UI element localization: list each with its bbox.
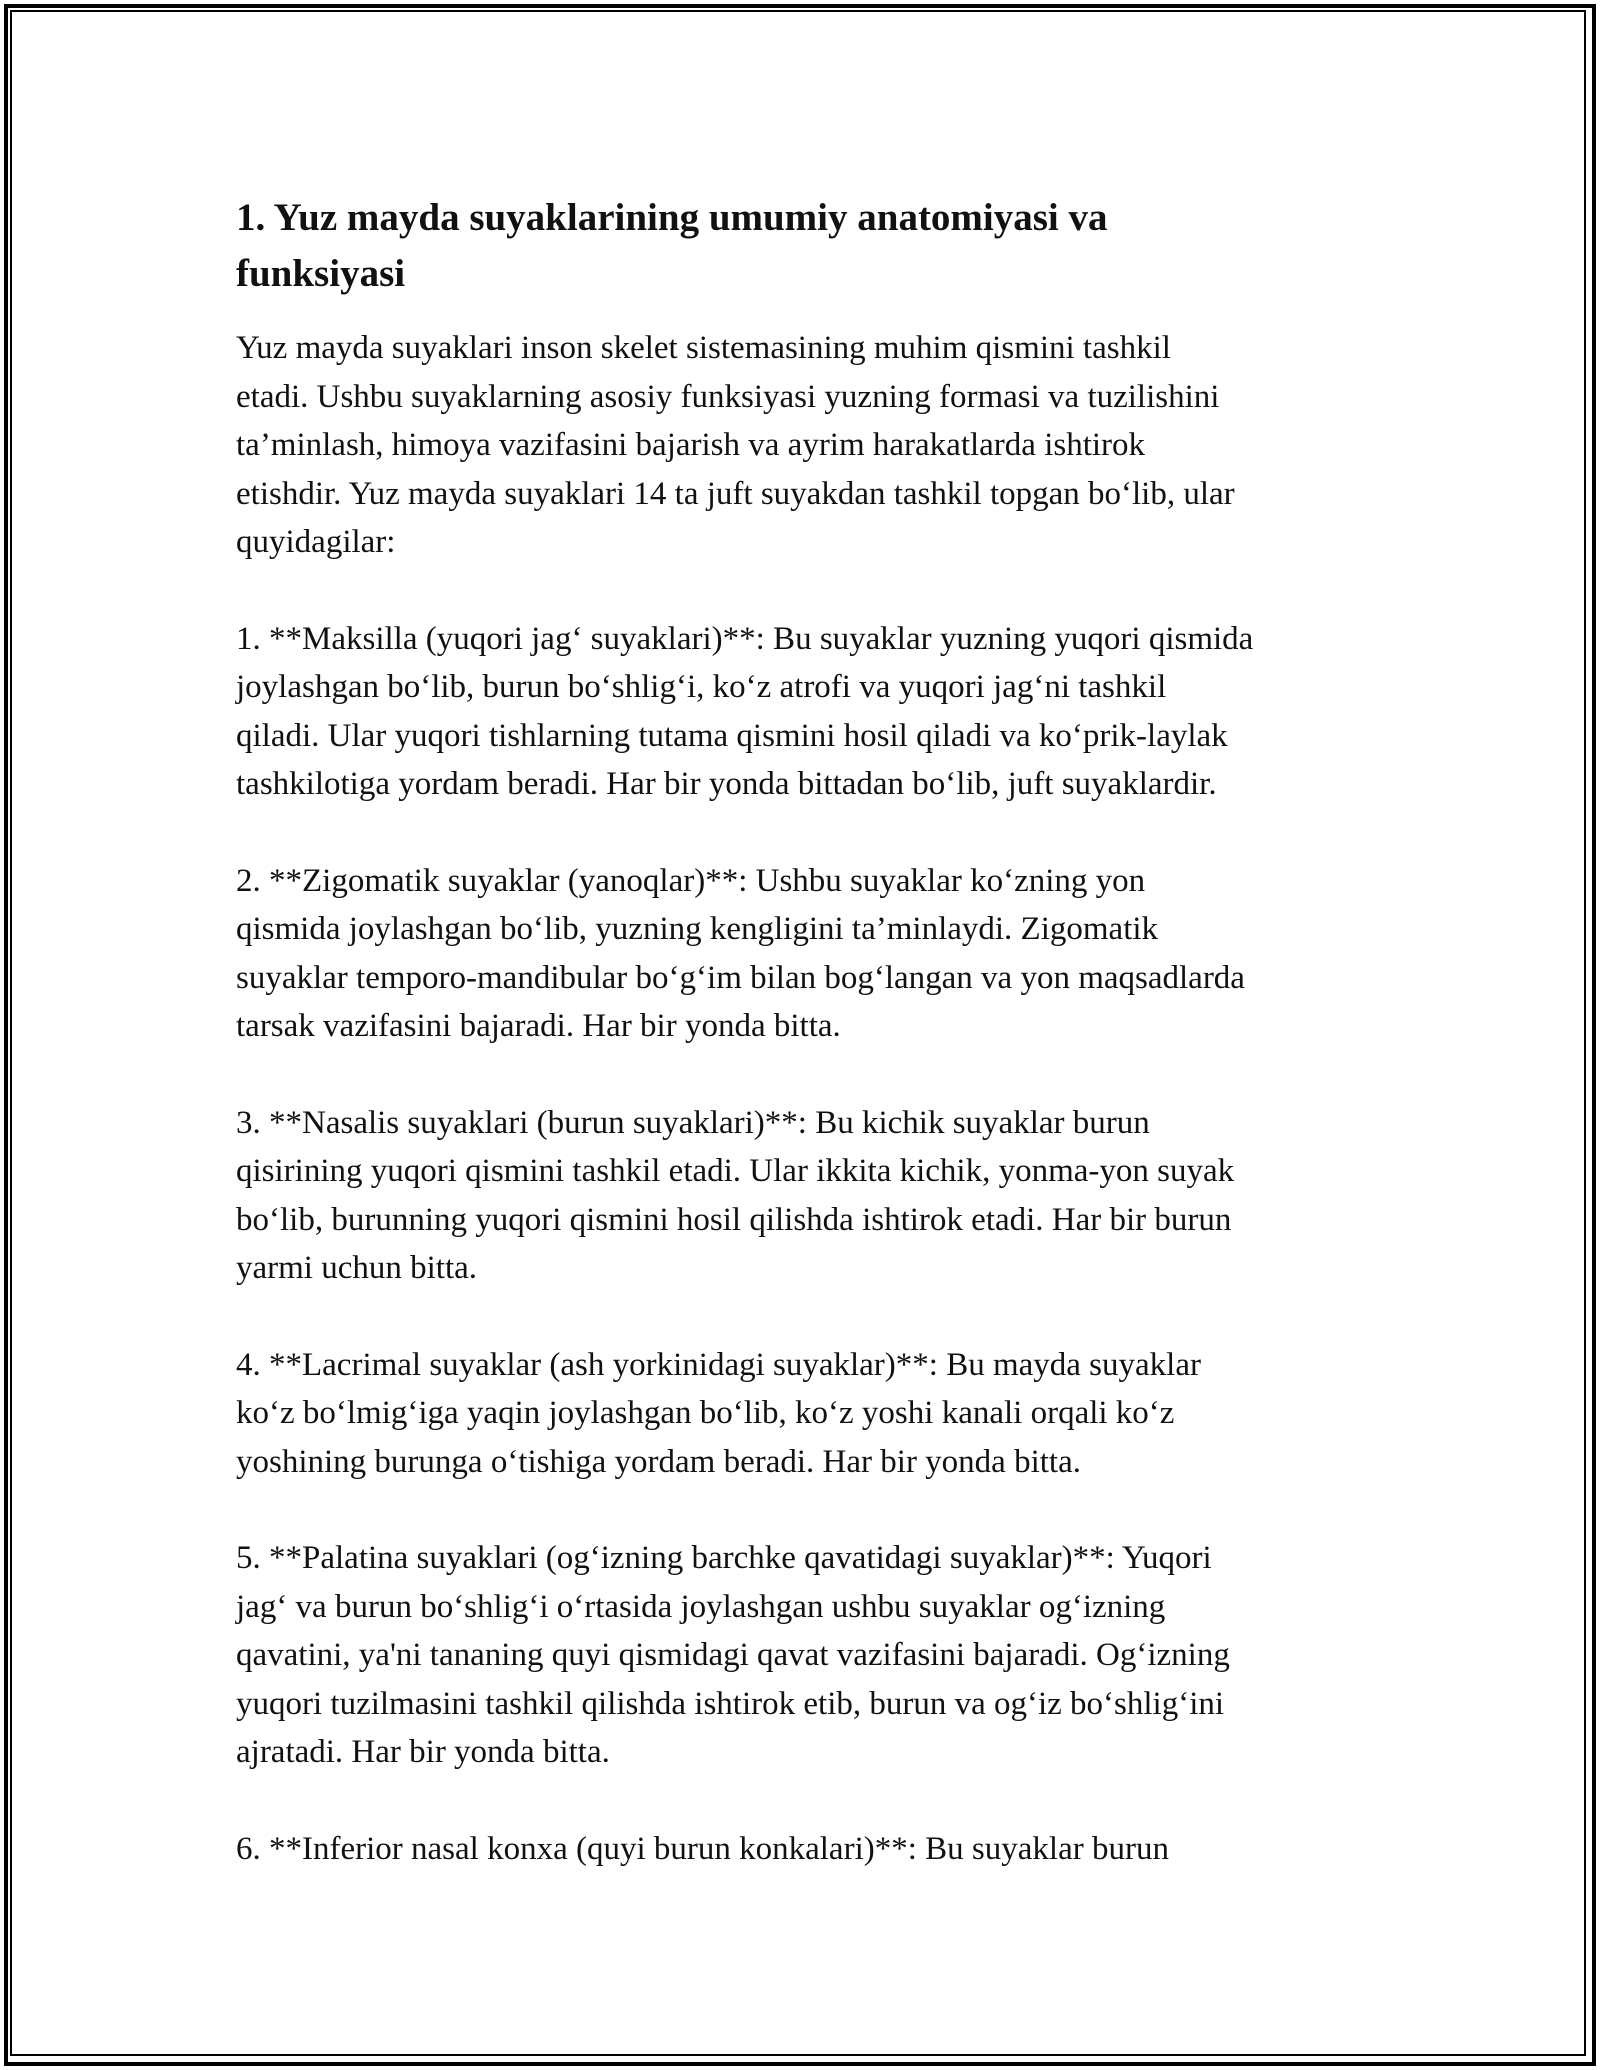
list-item-zigomatik: 2. **Zigomatik suyaklar (yanoqlar)**: Ushbu suyaklar ko‘zning yon qismida joylashgan bo‘lib, yuzning kengligini ta’minlaydi. Zigomatik suyaklar temporo-mandibular bo‘g‘im bilan bog‘langan va yon maqsadlarda tarsak vazifasini bajaradi. Har bir yonda bitta. (236, 862, 1245, 1044)
list-item-lacrimal: 4. **Lacrimal suyaklar (ash yorkinidagi suyaklar)**: Bu mayda suyaklar ko‘z bo‘lmig‘iga yaqin joylashgan bo‘lib, ko‘z yoshi kanali orqali ko‘z yoshining burunga o‘tishiga yordam beradi. Har bir yonda bitta. (236, 1346, 1201, 1480)
list-item-palatina: 5. **Palatina suyaklari (og‘izning barchke qavatidagi suyaklar)**: Yuqori jag‘ va burun bo‘shlig‘i o‘rtasida joylashgan ushbu suyaklar og‘izning qavatini, ya'ni tananing quyi qismidagi qavat vazifasini bajaradi. Og‘izning yuqori tuzilmasini tashkil qilishda ishtirok etib, burun va og‘iz bo‘shlig‘ini ajratadi. Har bir yonda bitta. (236, 1540, 1230, 1770)
list-item-inferior-nasal-konxa: 6. **Inferior nasal konxa (quyi burun konkalari)**: Bu suyaklar burun (236, 1830, 1169, 1867)
list-item-nasalis: 3. **Nasalis suyaklari (burun suyaklari)**: Bu kichik suyaklar burun qisirining yuqori qismini tashkil etadi. Ular ikkita kichik, yonma-yon suyak bo‘lib, burunning yuqori qismini hosil qilishda ishtirok etadi. Har bir burun yarmi uchun bitta. (236, 1104, 1235, 1286)
intro-paragraph: Yuz mayda suyaklari inson skelet sistemasining muhim qismini tashkil etadi. Ushbu suyaklarning asosiy funksiyasi yuzning formasi va tuzilishini ta’minlash, himoya vazifasini bajarish va ayrim harakatlarda ishtirok etishdir. Yuz mayda suyaklari 14 ta juft suyakdan tashkil topgan bo‘lib, ular quyidagilar: (236, 330, 1235, 560)
document-body (236, 190, 1386, 1921)
list-item-maksilla: 1. **Maksilla (yuqori jag‘ suyaklari)**: Bu suyaklar yuzning yuqori qismida joylashgan bo‘lib, burun bo‘shlig‘i, ko‘z atrofi va yuqori jag‘ni tashkil qiladi. Ular yuqori tishlarning tutama qismini hosil qiladi va ko‘prik-laylak tashkilotiga yordam beradi. Har bir yonda bittadan bo‘lib, juft suyaklardir. (236, 620, 1254, 802)
section-heading: 1. Yuz mayda suyaklarining umumiy anatomiyasi va funksiyasi (236, 196, 1108, 295)
